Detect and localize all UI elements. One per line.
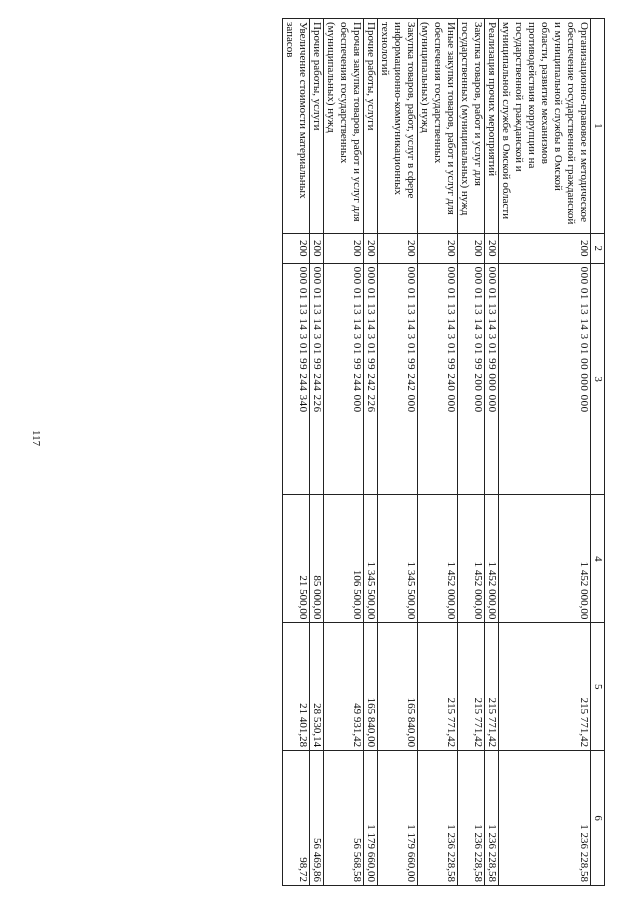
row-code2: 200 [324, 233, 364, 263]
row-c5: 21 401,28 [283, 623, 310, 751]
row-c5: 165 840,00 [364, 623, 378, 751]
row-code3: 000 01 13 14 3 01 99 240 000 [418, 263, 458, 495]
row-code3: 000 01 13 14 3 01 99 200 000 [458, 263, 485, 495]
table-row [283, 19, 310, 886]
row-name: Организационно-правовое и методическое обеспечение государственной гражданской и муниципальной службы в Омской области, развитие механизмов противодействия коррупции на государственной гражданской и муниципальной службе в Омской области [499, 19, 591, 234]
table-row [499, 19, 591, 886]
table-row [378, 19, 418, 886]
row-c6: 1 236 228,58 [499, 751, 591, 886]
row-name: Прочая закупка товаров, работ и услуг для обеспечения государственных (муниципальных) нужд [324, 19, 364, 234]
table-row [364, 19, 378, 886]
row-name: Прочие работы, услуги [364, 19, 378, 234]
row-name: Реализация прочих мероприятий [485, 19, 499, 234]
row-c4: 1 452 000,00 [485, 495, 499, 623]
row-name: Иные закупки товаров, работ и услуг для обеспечения государственных (муниципальных) нужд [418, 19, 458, 234]
row-c4: 1 452 000,00 [499, 495, 591, 623]
row-c6: 1 236 228,58 [485, 751, 499, 886]
row-c5: 49 931,42 [324, 623, 364, 751]
row-c4: 85 000,00 [310, 495, 324, 623]
row-c6: 56 469,86 [310, 751, 324, 886]
row-code2: 200 [310, 233, 324, 263]
header-cell: 1 [591, 19, 605, 234]
row-c4: 21 500,00 [283, 495, 310, 623]
table-row [310, 19, 324, 886]
row-code2: 200 [499, 233, 591, 263]
row-c5: 165 840,00 [378, 623, 418, 751]
table-row [485, 19, 499, 886]
row-name: Закупка товаров, работ, услуг в сфере информационно-коммуникационных технологий [378, 19, 418, 234]
table-row [418, 19, 458, 886]
row-c5: 28 530,14 [310, 623, 324, 751]
row-c4: 1 452 000,00 [418, 495, 458, 623]
row-code3: 000 01 13 14 3 01 99 244 340 [283, 263, 310, 495]
row-c5: 215 771,42 [458, 623, 485, 751]
row-code2: 200 [364, 233, 378, 263]
row-name: Прочие работы, услуги [310, 19, 324, 234]
header-row [591, 19, 605, 886]
row-c4: 106 500,00 [324, 495, 364, 623]
row-c5: 215 771,42 [485, 623, 499, 751]
row-c4: 1 345 500,00 [364, 495, 378, 623]
row-c6: 56 568,58 [324, 751, 364, 886]
header-cell: 4 [591, 495, 605, 623]
row-c4: 1 452 000,00 [458, 495, 485, 623]
page-number: 117 [30, 430, 42, 447]
header-cell: 5 [591, 623, 605, 751]
header-cell: 3 [591, 263, 605, 495]
row-code3: 000 01 13 14 3 01 00 000 000 [499, 263, 591, 495]
row-c6: 98,72 [283, 751, 310, 886]
row-code2: 200 [283, 233, 310, 263]
row-code2: 200 [378, 233, 418, 263]
header-cell: 6 [591, 751, 605, 886]
row-code3: 000 01 13 14 3 01 99 000 000 [485, 263, 499, 495]
row-code3: 000 01 13 14 3 01 99 244 000 [324, 263, 364, 495]
row-code3: 000 01 13 14 3 01 99 244 226 [310, 263, 324, 495]
row-code3: 000 01 13 14 3 01 99 242 226 [364, 263, 378, 495]
row-c6: 1 179 660,00 [378, 751, 418, 886]
row-c5: 215 771,42 [499, 623, 591, 751]
row-code3: 000 01 13 14 3 01 99 242 000 [378, 263, 418, 495]
rotated-page [85, 18, 605, 886]
row-name: Закупка товаров, работ и услуг для государственных (муниципальных) нужд [458, 19, 485, 234]
row-c6: 1 236 228,58 [418, 751, 458, 886]
row-c5: 215 771,42 [418, 623, 458, 751]
row-c6: 1 236 228,58 [458, 751, 485, 886]
row-name: Увеличение стоимости материальных запасов [283, 19, 310, 234]
table-row [458, 19, 485, 886]
row-code2: 200 [485, 233, 499, 263]
row-c4: 1 345 500,00 [378, 495, 418, 623]
row-code2: 200 [458, 233, 485, 263]
row-code2: 200 [418, 233, 458, 263]
header-cell: 2 [591, 233, 605, 263]
table-row [324, 19, 364, 886]
row-c6: 1 179 660,00 [364, 751, 378, 886]
budget-table [282, 18, 605, 886]
